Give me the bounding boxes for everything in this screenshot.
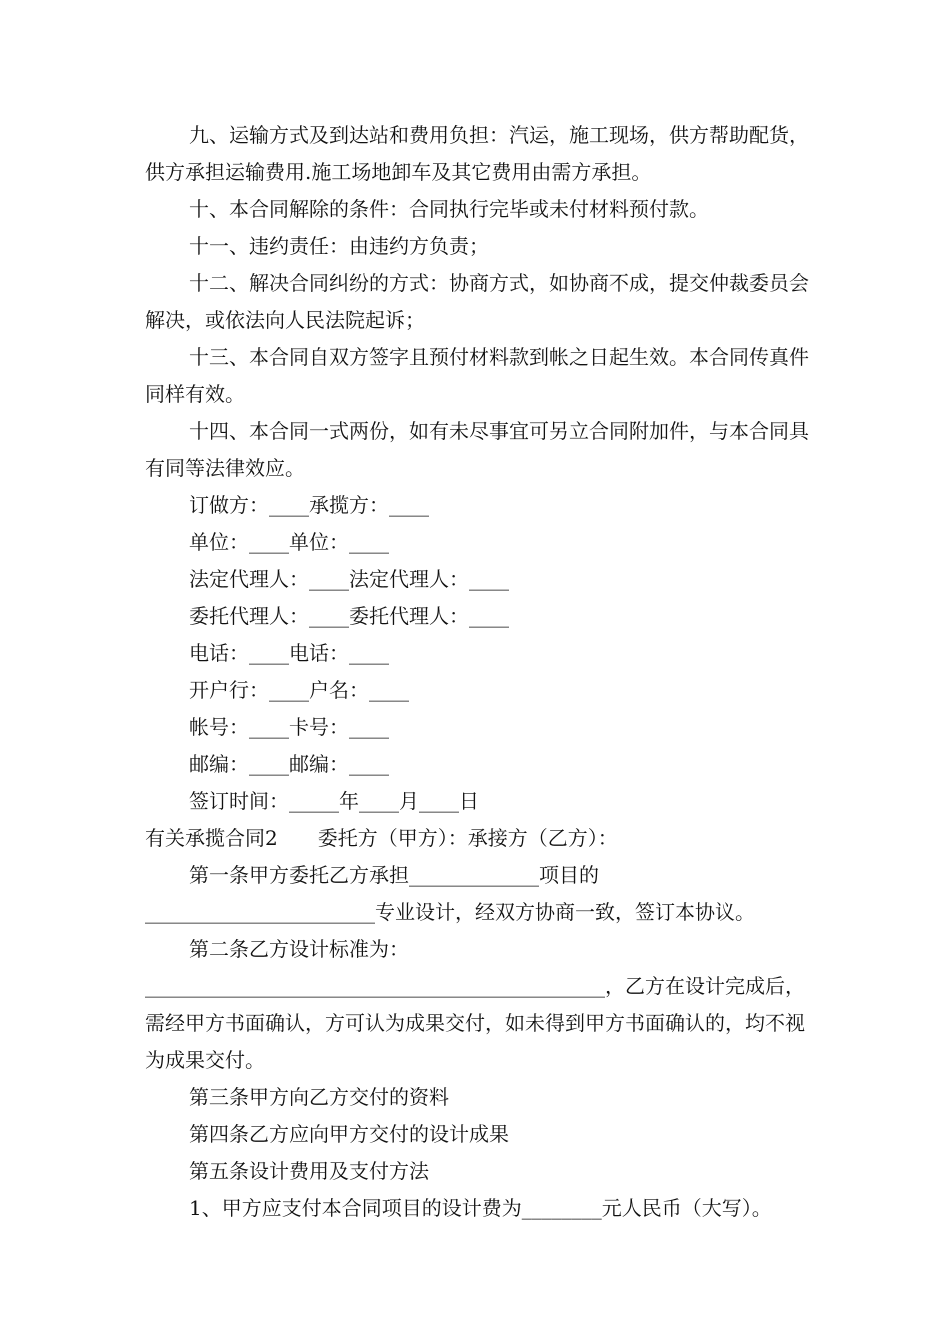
clause-9: 九、运输方式及到达站和费用负担：汽运，施工现场，供方帮助配货，供方承担运输费用.施工场地卸车及其它费用由需方承担。 [145,123,809,184]
document-body [145,117,815,1227]
signature-line-postcode: 邮编：____邮编：____ [189,752,389,776]
signature-line-account: 帐号：____卡号：____ [189,715,389,739]
article-4: 第四条乙方应向甲方交付的设计成果 [189,1122,509,1146]
section-heading: 有关承揽合同2 委托方（甲方）：承接方（乙方）： [145,826,618,850]
signature-line-bank: 开户行：____户名：____ [189,678,409,702]
clause-14: 十四、本合同一式两份，如有未尽事宜可另立合同附加件，与本合同具有同等法律效应。 [145,419,809,480]
signature-line-party: 订做方：____承揽方：____ [189,493,429,517]
article-2: 第二条乙方设计标准为：______________________________________________，乙方在设计完成后，需经甲方书面确认，方可认为成果交付，如未得到甲方书面确认的，均不视为成果交付。 [145,937,805,1072]
signature-line-unit: 单位：____单位：____ [189,530,389,554]
article-5-item-1: 1、甲方应支付本合同项目的设计费为________元人民币（大写）。 [189,1196,772,1220]
clause-10: 十、本合同解除的条件：合同执行完毕或未付材料预付款。 [189,197,709,221]
article-3: 第三条甲方向乙方交付的资料 [189,1085,449,1109]
clause-12: 十二、解决合同纠纷的方式：协商方式，如协商不成，提交仲裁委员会解决，或依法向人民法院起诉； [145,271,809,332]
article-5: 第五条设计费用及支付方法 [189,1159,429,1183]
clause-13: 十三、本合同自双方签字且预付材料款到帐之日起生效。本合同传真件同样有效。 [145,345,809,406]
signature-line-agent: 委托代理人：____委托代理人：____ [189,604,509,628]
signature-line-phone: 电话：____电话：____ [189,641,389,665]
signature-line-date: 签订时间：_____年____月____日 [189,789,479,813]
article-1: 第一条甲方委托乙方承担_____________项目的_______________________专业设计，经双方协商一致，签订本协议。 [145,863,755,924]
clause-11: 十一、违约责任：由违约方负责； [189,234,489,258]
signature-line-legal-rep: 法定代理人：____法定代理人：____ [189,567,509,591]
